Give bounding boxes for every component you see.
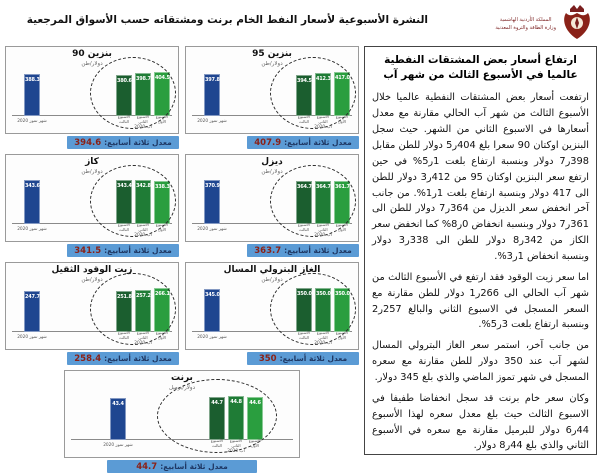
ministry-logo [495, 3, 594, 45]
bar-week-1-value-label: 380.6 [117, 78, 132, 84]
chart-title-lpg: الغاز البترولي المسال دولار/طن [186, 266, 358, 283]
week-label: الأسبوع الثاني [316, 114, 330, 124]
week-labels [296, 114, 350, 124]
week-labels [116, 114, 170, 124]
article-panel [364, 46, 597, 455]
month-label: آب 2020 [314, 233, 332, 239]
week-label: الأسبوع الثالث [297, 222, 311, 232]
chart-cell-benzene-95 [185, 46, 359, 152]
bar-prev-month-value-label: 397.8 [205, 77, 220, 83]
month-label: آب 2020 [134, 341, 152, 347]
bar-week-3 [334, 288, 350, 332]
week-label: الأسبوع الثاني [316, 330, 330, 340]
bar-week-3 [247, 397, 263, 440]
bar-week-2 [315, 288, 331, 332]
bar-prev-month [24, 291, 40, 332]
chart-card-lpg [185, 262, 359, 350]
week-label: الأسبوع الثالث [117, 222, 131, 232]
week-label: الأسبوع الأول [335, 222, 349, 232]
bar-prev-month-value-label: 388.3 [25, 77, 40, 83]
bar-week-2-value-label: 350.0 [316, 291, 331, 297]
chart-card-diesel [185, 154, 359, 242]
bar-week-1-value-label: 394.5 [297, 78, 312, 84]
bar-week-2 [315, 73, 331, 116]
three-week-average-label: معدل ثلاثة أسابيع: [284, 246, 352, 255]
bar-week-1 [296, 288, 312, 332]
bar-prev-month [204, 289, 220, 332]
bar-prev-month [204, 180, 220, 224]
month-label: آب 2020 [227, 449, 245, 455]
charts-grid [5, 46, 359, 473]
week-label: الأسبوع الأول [335, 330, 349, 340]
three-week-average-label: معدل ثلاثة أسابيع: [284, 138, 352, 147]
prev-month-label: شهر تموز 2020 [103, 443, 133, 449]
weekly-bars [296, 288, 350, 332]
chart-title-heavy-fuel-oil: زيت الوقود الثقيل دولار/طن [6, 266, 178, 283]
bar-week-3 [154, 288, 170, 332]
bar-week-1 [116, 291, 132, 332]
weekly-bars [116, 288, 170, 332]
prev-month-label: شهر تموز 2020 [17, 119, 47, 125]
three-week-average-label: معدل ثلاثة أسابيع: [104, 246, 172, 255]
chart-card-kerosene [5, 154, 179, 242]
bar-week-3-value-label: 338.3 [155, 184, 170, 190]
bar-week-1 [296, 75, 312, 116]
bar-prev-month [204, 74, 220, 116]
three-week-average-strip [107, 460, 257, 473]
bar-week-3 [334, 72, 350, 116]
bar-week-3-value-label: 266.1 [155, 291, 170, 297]
chart-cell-kerosene [5, 154, 179, 260]
three-week-average-strip [67, 244, 179, 257]
chart-unit-heavy-fuel-oil: دولار/طن [81, 276, 103, 283]
prev-month-label: شهر تموز 2020 [17, 227, 47, 233]
page-header [0, 0, 600, 44]
month-label: آب 2020 [314, 125, 332, 131]
chart-unit-brent: دولار/برميل [168, 384, 196, 391]
bar-week-3 [334, 181, 350, 224]
bar-week-2 [228, 396, 244, 440]
weekly-bars [296, 72, 350, 116]
bar-week-1 [116, 75, 132, 116]
chart-cell-brent [5, 370, 359, 473]
chart-title-benzene-95: بنزين 95 دولار/طن [186, 50, 358, 67]
three-week-average-label: معدل ثلاثة أسابيع: [279, 354, 348, 363]
three-week-average-strip [247, 136, 359, 149]
bar-week-3-value-label: 404.5 [155, 75, 170, 81]
three-week-average-label: معدل ثلاثة أسابيع: [160, 462, 228, 471]
bar-week-2 [135, 290, 151, 332]
bar-prev-month [24, 74, 40, 116]
month-label: آب 2020 [134, 233, 152, 239]
week-label: الأسبوع الثالث [117, 114, 131, 124]
chart-card-brent [64, 370, 300, 458]
bar-week-1 [116, 180, 132, 224]
bar-week-2-value-label: 412.3 [316, 76, 331, 82]
three-week-average-label: معدل ثلاثة أسابيع: [104, 354, 172, 363]
three-week-average-value: 363.7 [254, 245, 282, 256]
three-week-average-strip [247, 352, 359, 365]
week-label: الأسبوع الأول [155, 330, 169, 340]
bar-week-3-value-label: 417.0 [335, 75, 350, 81]
article-paragraph: من جانب آخر، استمر سعر الغاز البترولي المسال لشهر آب عند 350 دولار للطن مقارنة مع سعره المسجل في شهر تموز الماضي والذي بلغ 345 دولار. [372, 340, 589, 384]
chart-card-heavy-fuel-oil [5, 262, 179, 350]
bar-prev-month [110, 398, 126, 440]
chart-cell-lpg [185, 262, 359, 368]
bar-week-1-value-label: 364.7 [297, 184, 312, 190]
bar-prev-month-value-label: 370.9 [205, 183, 220, 189]
chart-title-brent: برنت دولار/برميل [65, 374, 299, 391]
chart-unit-kerosene: دولار/طن [81, 168, 103, 175]
bar-week-2 [135, 73, 151, 116]
three-week-average-value: 394.6 [74, 137, 102, 148]
month-label: آب 2020 [134, 125, 152, 131]
ministry-logo-text [495, 16, 556, 33]
bar-week-2-value-label: 364.7 [316, 184, 331, 190]
chart-unit-benzene-90: دولار/طن [81, 60, 103, 67]
chart-title-kerosene: كاز دولار/طن [6, 158, 178, 175]
chart-cell-diesel [185, 154, 359, 260]
page-title: النشرة الأسبوعية لأسعار النفط الخام برنت ومشتقاته حسب الأسواق المرجعية [26, 14, 428, 26]
month-label: آب 2020 [314, 341, 332, 347]
week-labels [296, 330, 350, 340]
weekly-bars [296, 181, 350, 224]
bar-prev-month [24, 180, 40, 224]
three-week-average-label: معدل ثلاثة أسابيع: [104, 138, 172, 147]
article-body [372, 90, 589, 454]
bar-week-3-value-label: 350.0 [335, 291, 350, 297]
three-week-average-strip [247, 244, 359, 257]
three-week-average-value: 44.7 [136, 461, 158, 472]
bar-week-2 [315, 181, 331, 224]
article-paragraph: ارتفعت أسعار بعض المشتقات النفطية عالميا خلال الأسبوع الثالث من شهر آب الحالي مقارنة مع معدل أسعارها في الاسبوع الثاني من الشهر. حيث سجل البنزين اوكتان 90 سعرا بلغ 404ر5 دولار للطن مقابل 398ر7 دولار وبنسبة ارتفاع بلغت 1ر5% في حين ارتفع سعر البنزين اوكتان 95 من 412ر3 دولار للطن الى 417 دولار وبنسبة ارتفاع بلغت 1ر1%. من جانب آخر انخفض سعر الديزل من 364ر7 دولار للطن الى 361ر7 دولار وبنسبة انخفاض 0ر8% كما انخفض سعر الكاز من 342ر8 دولار للطن الى 338ر3 دولار وبنسبة انخفاض 1ر3%. [372, 92, 589, 263]
bar-week-3-value-label: 361.7 [335, 184, 350, 190]
prev-month-label: شهر تموز 2020 [17, 335, 47, 341]
bar-prev-month-value-label: 343.6 [25, 183, 40, 189]
bar-week-1-value-label: 343.4 [117, 183, 132, 189]
bar-prev-month-value-label: 43.4 [112, 401, 124, 407]
chart-card-benzene-90 [5, 46, 179, 134]
week-label: الأسبوع الثاني [316, 222, 330, 232]
bar-prev-month-value-label: 345.0 [205, 292, 220, 298]
bar-week-3 [154, 181, 170, 224]
bar-week-2-value-label: 398.7 [136, 76, 151, 82]
article-paragraph: اما سعر زيت الوقود فقد ارتفع في الأسبوع الثالث من شهر آب الحالي الى 266ر1 دولار للطن مقارنة مع السعر المسجل في الاسبوع الثاني والبالغ 257ر2 وبنسبة ارتفاع بلغت 3ر5%. [372, 271, 589, 331]
chart-unit-benzene-95: دولار/طن [261, 60, 283, 67]
bar-prev-month-value-label: 247.7 [25, 294, 40, 300]
three-week-average-value: 341.5 [74, 245, 102, 256]
week-label: الأسبوع الثاني [136, 222, 150, 232]
bar-week-1-value-label: 350.0 [297, 291, 312, 297]
jordan-coat-of-arms-icon [560, 3, 594, 45]
three-week-average-value: 407.9 [254, 137, 282, 148]
bar-week-1 [296, 181, 312, 224]
bar-week-1-value-label: 251.8 [117, 294, 132, 300]
bar-week-1-value-label: 44.7 [211, 400, 223, 406]
week-label: الأسبوع الثاني [229, 438, 243, 448]
three-week-average-strip [67, 352, 179, 365]
week-label: الأسبوع الثاني [136, 114, 150, 124]
week-label: الأسبوع الأول [155, 222, 169, 232]
week-labels [116, 222, 170, 232]
week-labels [209, 438, 263, 448]
prev-month-label: شهر تموز 2020 [197, 335, 227, 341]
bar-week-3 [154, 72, 170, 116]
week-label: الأسبوع الثالث [297, 330, 311, 340]
week-label: الأسبوع الأول [335, 114, 349, 124]
weekly-bars [116, 180, 170, 224]
prev-month-label: شهر تموز 2020 [197, 119, 227, 125]
chart-cell-benzene-90 [5, 46, 179, 152]
chart-title-benzene-90: بنزين 90 دولار/طن [6, 50, 178, 67]
three-week-average-strip [67, 136, 179, 149]
prev-month-label: شهر تموز 2020 [197, 227, 227, 233]
week-label: الأسبوع الثاني [136, 330, 150, 340]
week-label: الأسبوع الثالث [297, 114, 311, 124]
bar-week-1 [209, 397, 225, 440]
bar-week-2-value-label: 342.8 [136, 183, 151, 189]
week-label: الأسبوع الثالث [117, 330, 131, 340]
article-paragraph: وكان سعر خام برنت قد سجل انخفاضا طفيفا في الاسبوع الثالث حيث بلغ معدل سعره لهذا الأسبوع 44ر6 دولار للبرميل مقارنة مع سعره في الأسبوع الثاني والذي بلغ 44ر8 دولار. [372, 392, 589, 452]
week-label: الأسبوع الأول [155, 114, 169, 124]
bar-week-2 [135, 180, 151, 224]
chart-card-benzene-95 [185, 46, 359, 134]
article-headline: ارتفاع أسعار بعض المشتقات النفطية عالميا في الأسبوع الثالث من شهر آب [383, 54, 578, 82]
bar-week-3-value-label: 44.6 [249, 400, 261, 406]
chart-title-diesel: ديزل دولار/طن [186, 158, 358, 175]
weekly-bars [209, 396, 263, 440]
week-labels [116, 330, 170, 340]
week-label: الأسبوع الثالث [210, 438, 224, 448]
ministry-name-line1: المملكة الأردنية الهاشمية [499, 16, 552, 23]
chart-unit-lpg: دولار/طن [261, 276, 283, 283]
chart-cell-heavy-fuel-oil [5, 262, 179, 368]
three-week-average-value: 350 [258, 353, 277, 364]
ministry-name-line2: وزارة الطاقة والثروة المعدنية [495, 25, 556, 31]
week-label: الأسبوع الأول [248, 438, 262, 448]
bar-week-2-value-label: 44.8 [230, 399, 242, 405]
three-week-average-value: 258.4 [74, 353, 102, 364]
chart-unit-diesel: دولار/طن [261, 168, 283, 175]
weekly-bars [116, 72, 170, 116]
week-labels [296, 222, 350, 232]
bar-week-2-value-label: 257.2 [136, 293, 151, 299]
